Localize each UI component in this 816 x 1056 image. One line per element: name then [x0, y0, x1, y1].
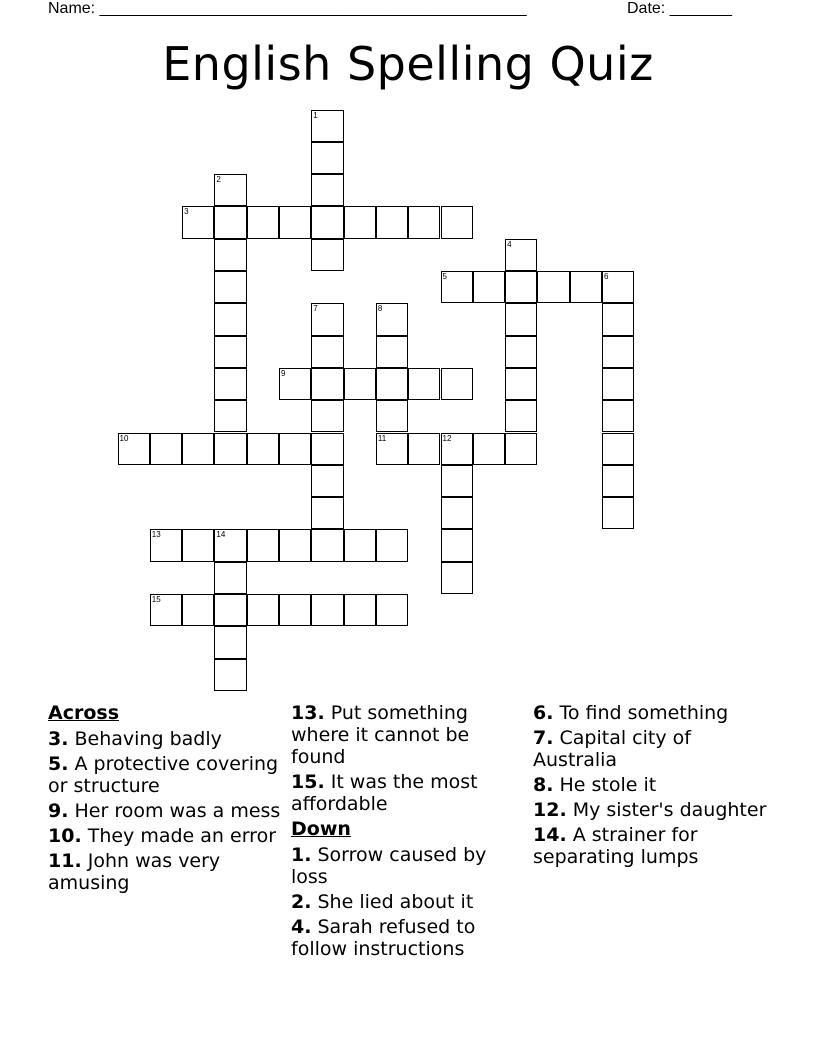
clue-number: 3.: [48, 728, 69, 750]
crossword-cell[interactable]: [279, 433, 311, 465]
clue-number: 15.: [291, 771, 325, 793]
crossword-cell[interactable]: [376, 400, 408, 432]
across-heading: Across: [48, 702, 120, 724]
crossword-cell[interactable]: [441, 271, 473, 303]
down-clue-12: [533, 799, 773, 821]
clue-text: They made an error: [87, 825, 277, 847]
across-clue-13: [291, 702, 529, 768]
across-clue-9: [48, 800, 286, 822]
crossword-cell[interactable]: [247, 529, 279, 561]
crossword-cell[interactable]: [214, 433, 246, 465]
crossword-cell[interactable]: [537, 271, 569, 303]
clue-number-label: 1: [313, 110, 318, 120]
name-field: Name: ________________________________________________: [48, 0, 527, 17]
clue-number: 10.: [48, 825, 82, 847]
clue-text: My sister's daughter: [572, 799, 767, 821]
clue-number: 12.: [533, 799, 567, 821]
crossword-cell[interactable]: [214, 271, 246, 303]
crossword-cell[interactable]: [376, 433, 408, 465]
crossword-cell[interactable]: [214, 303, 246, 335]
across-clue-5: [48, 753, 286, 797]
crossword-cell[interactable]: [311, 400, 343, 432]
down-clue-8: [533, 774, 773, 796]
clue-text: To find something: [559, 702, 729, 724]
crossword-cell[interactable]: [214, 206, 246, 238]
clue-number-label: 6: [604, 272, 609, 281]
crossword-cell[interactable]: [182, 433, 214, 465]
down-clue-4: [291, 916, 529, 960]
crossword-cell[interactable]: [214, 594, 246, 626]
clue-number: 9.: [48, 800, 69, 822]
crossword-cell[interactable]: [441, 497, 473, 529]
crossword-cell[interactable]: [441, 206, 473, 238]
clue-number-label: 9: [281, 368, 286, 378]
across-clue-10: [48, 825, 286, 847]
down-heading: Down: [291, 818, 351, 840]
down-clue-2: [291, 891, 529, 913]
crossword-cell[interactable]: [247, 206, 279, 238]
crossword-cell[interactable]: [214, 368, 246, 400]
crossword-cell[interactable]: [311, 529, 343, 561]
clue-number-label: 14: [216, 530, 226, 540]
crossword-cell[interactable]: [473, 271, 505, 303]
clue-number-label: 2: [216, 175, 221, 185]
clue-text: Her room was a mess: [74, 800, 281, 822]
clue-text: Behaving badly: [74, 728, 222, 750]
page-title: English Spelling Quiz: [162, 37, 654, 91]
clue-text: She lied about it: [317, 891, 474, 913]
clue-text: A strainer for separating lumps: [533, 824, 699, 868]
crossword-cell[interactable]: [441, 465, 473, 497]
clue-text: Capital city of Australia: [533, 727, 691, 771]
crossword-cell[interactable]: [376, 206, 408, 238]
down-clue-1: [291, 844, 529, 888]
crossword-cell[interactable]: [214, 239, 246, 271]
crossword-cell[interactable]: [214, 400, 246, 432]
crossword-cell[interactable]: [150, 594, 182, 626]
crossword-cell[interactable]: [311, 368, 343, 400]
crossword-cell[interactable]: [279, 368, 311, 400]
crossword-cell[interactable]: [279, 529, 311, 561]
crossword-cell[interactable]: [344, 529, 376, 561]
down-clue-14: [533, 824, 773, 868]
crossword-cell[interactable]: [602, 433, 634, 465]
date-field: Date: _______: [627, 0, 732, 17]
across-clue-3: [48, 728, 286, 750]
crossword-cell[interactable]: [311, 239, 343, 271]
crossword-cell[interactable]: [376, 529, 408, 561]
crossword-cell[interactable]: [602, 400, 634, 432]
crossword-cell[interactable]: [214, 529, 246, 561]
clue-number-label: 5: [442, 272, 447, 281]
clue-number-label: 11: [377, 433, 387, 443]
crossword-cell[interactable]: [247, 594, 279, 626]
crossword-cell[interactable]: [311, 336, 343, 368]
crossword-cell[interactable]: [150, 529, 182, 561]
clue-text: A protective covering or structure: [48, 753, 279, 797]
crossword-cell[interactable]: [214, 336, 246, 368]
crossword-cell[interactable]: [505, 303, 537, 335]
clue-number: 11.: [48, 850, 82, 872]
crossword-cell[interactable]: [602, 497, 634, 529]
clue-text: John was very amusing: [48, 850, 221, 894]
crossword-cell[interactable]: [505, 271, 537, 303]
clue-number: 2.: [291, 891, 312, 913]
clue-number: 1.: [291, 844, 312, 866]
clues-column-1: [48, 702, 286, 897]
crossword-cell[interactable]: [214, 174, 246, 206]
crossword-cell[interactable]: [311, 594, 343, 626]
clue-number-label: 4: [507, 239, 512, 249]
crossword-cell[interactable]: [408, 206, 440, 238]
crossword-cell[interactable]: [602, 271, 634, 303]
clue-number: 13.: [291, 702, 325, 724]
crossword-cell[interactable]: [602, 368, 634, 400]
crossword-cell[interactable]: [505, 336, 537, 368]
crossword-cell[interactable]: [376, 336, 408, 368]
clue-text: Sarah refused to follow instructions: [291, 916, 476, 960]
crossword-cell[interactable]: [602, 336, 634, 368]
crossword-cell[interactable]: [279, 206, 311, 238]
crossword-cell[interactable]: [311, 433, 343, 465]
crossword-cell[interactable]: [376, 594, 408, 626]
crossword-cell[interactable]: [408, 433, 440, 465]
crossword-cell[interactable]: [441, 368, 473, 400]
clue-number-label: 13: [151, 530, 161, 540]
clue-number-label: 10: [119, 433, 129, 443]
crossword-cell[interactable]: [118, 433, 150, 465]
crossword-cell[interactable]: [311, 303, 343, 335]
crossword-cell[interactable]: [279, 594, 311, 626]
clue-number: 4.: [291, 916, 312, 938]
clue-text: Put something where it cannot be found: [291, 702, 470, 768]
crossword-cell[interactable]: [182, 594, 214, 626]
crossword-cell[interactable]: [344, 368, 376, 400]
clue-number-label: 8: [377, 304, 383, 314]
crossword-cell[interactable]: [311, 174, 343, 206]
crossword-cell[interactable]: [311, 142, 343, 174]
crossword-cell[interactable]: [505, 433, 537, 465]
crossword-cell[interactable]: [344, 206, 376, 238]
clue-text: He stole it: [559, 774, 657, 796]
across-clue-15: [291, 771, 529, 815]
crossword-cell[interactable]: [311, 206, 343, 238]
clue-text: Sorrow caused by loss: [291, 844, 487, 888]
crossword-cell[interactable]: [505, 239, 537, 271]
clue-number: 8.: [533, 774, 554, 796]
down-clue-6: [533, 702, 773, 724]
crossword-cell[interactable]: [376, 303, 408, 335]
crossword-cell[interactable]: [505, 400, 537, 432]
crossword-cell[interactable]: [376, 368, 408, 400]
crossword-cell[interactable]: [214, 626, 246, 658]
crossword-cell[interactable]: [344, 594, 376, 626]
crossword-cell[interactable]: [214, 562, 246, 594]
across-clue-11: [48, 850, 286, 894]
crossword-cell[interactable]: [441, 433, 473, 465]
crossword-cell[interactable]: [182, 529, 214, 561]
crossword-cell[interactable]: [441, 562, 473, 594]
clues-column-3: [533, 702, 773, 871]
crossword-cell[interactable]: [311, 465, 343, 497]
clue-number-label: 12: [442, 433, 452, 443]
crossword-cell[interactable]: [311, 497, 343, 529]
crossword-cell[interactable]: [150, 433, 182, 465]
crossword-cell[interactable]: [441, 529, 473, 561]
clues-column-2: [291, 702, 529, 963]
crossword-cell[interactable]: [602, 303, 634, 335]
clue-number-label: 7: [313, 304, 318, 314]
clue-number: 7.: [533, 727, 554, 749]
crossword-cell[interactable]: [602, 465, 634, 497]
clue-number-label: 15: [151, 595, 161, 604]
down-clue-7: [533, 727, 773, 771]
clue-number: 5.: [48, 753, 69, 775]
clue-number: 14.: [533, 824, 567, 846]
clue-number: 6.: [533, 702, 554, 724]
crossword-cell[interactable]: [311, 110, 343, 142]
crossword-cell[interactable]: [214, 659, 246, 691]
crossword-cell[interactable]: [505, 368, 537, 400]
crossword-cell[interactable]: [408, 368, 440, 400]
crossword-cell[interactable]: [570, 271, 602, 303]
clue-number-label: 3: [184, 207, 189, 217]
clue-text: It was the most affordable: [291, 771, 478, 815]
crossword-cell[interactable]: [182, 206, 214, 238]
crossword-cell[interactable]: [247, 433, 279, 465]
crossword-cell[interactable]: [473, 433, 505, 465]
